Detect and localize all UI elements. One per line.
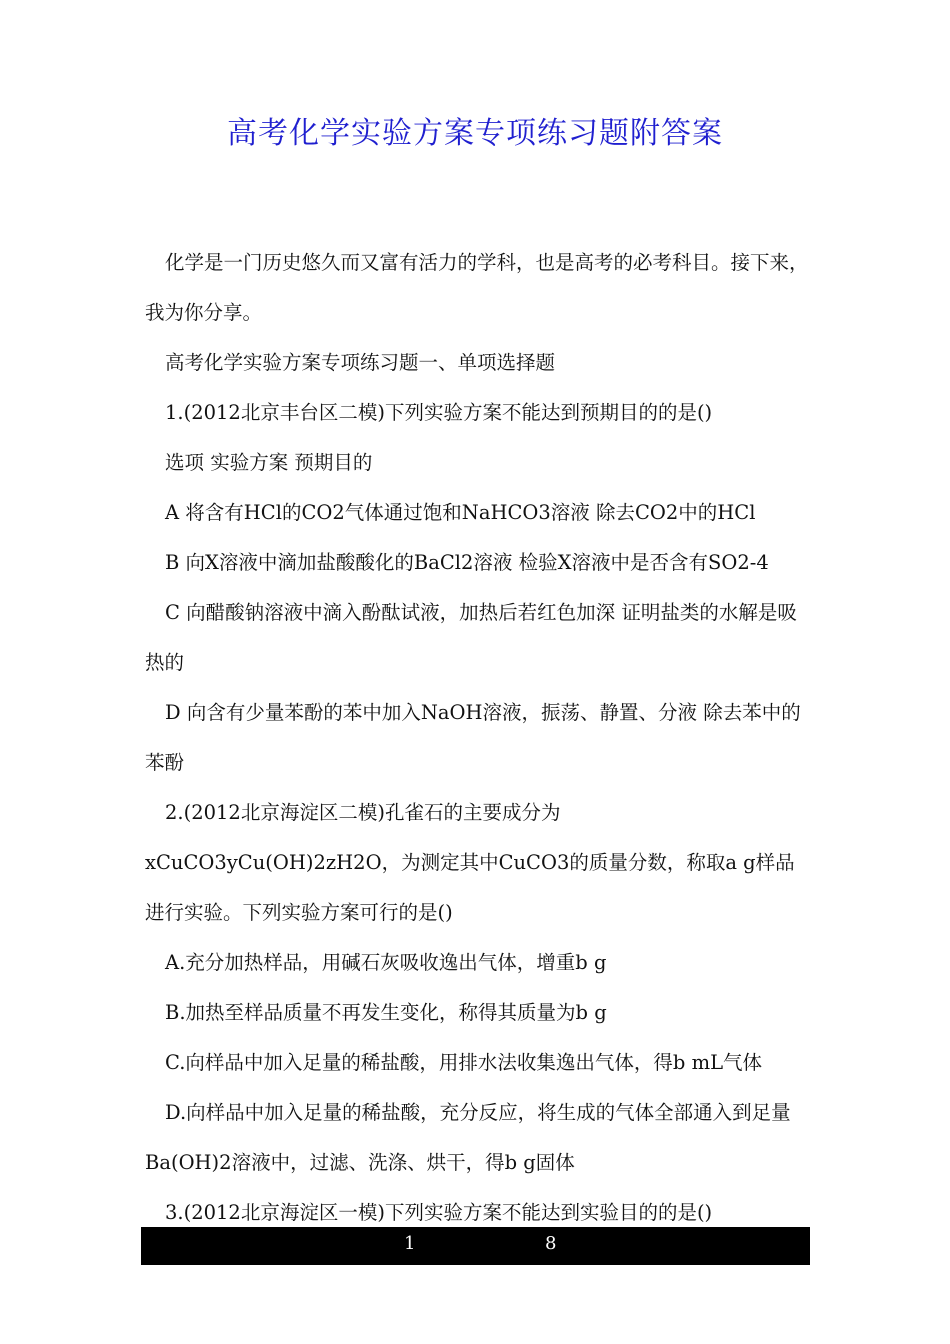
paragraph-intro: 化学是一门历史悠久而又富有活力的学科，也是高考的必考科目。接下来，我为你分享。 — [145, 251, 809, 324]
paragraph-section-heading: 高考化学实验方案专项练习题一、单项选择题 — [165, 351, 556, 374]
total-pages: 8 — [545, 1233, 557, 1254]
question-2-option-c: C.向样品中加入足量的稀盐酸，用排水法收集逸出气体，得b mL气体 — [165, 1051, 763, 1074]
page-number: 1 — [404, 1233, 416, 1254]
document-body — [145, 238, 811, 1238]
question-1-option-c: C 向醋酸钠溶液中滴入酚酞试液，加热后若红色加深 证明盐类的水解是吸热的 — [145, 601, 797, 674]
question-1-table-header: 选项 实验方案 预期目的 — [165, 451, 373, 474]
question-3: 3.(2012北京海淀区一模)下列实验方案不能达到实验目的的是() — [165, 1201, 713, 1224]
question-2-option-d: D.向样品中加入足量的稀盐酸，充分反应，将生成的气体全部通入到足量Ba(OH)2溶液中，过滤、洗涤、烘干，得b g固体 — [145, 1101, 791, 1174]
question-1-option-d: D 向含有少量苯酚的苯中加入NaOH溶液，振荡、静置、分液 除去苯中的苯酚 — [145, 701, 801, 774]
question-2: 2.(2012北京海淀区二模)孔雀石的主要成分为xCuCO3yCu(OH)2zH2O，为测定其中CuCO3的质量分数，称取a g样品进行实验。下列实验方案可行的是() — [145, 801, 795, 924]
question-1-option-a: A 将含有HCl的CO2气体通过饱和NaHCO3溶液 除去CO2中的HCl — [165, 501, 756, 524]
document-title: 高考化学实验方案专项练习题附答案 — [227, 116, 723, 151]
question-1: 1.(2012北京丰台区二模)下列实验方案不能达到预期目的的是() — [165, 401, 713, 424]
page-footer — [141, 1227, 810, 1265]
question-2-option-a: A.充分加热样品，用碱石灰吸收逸出气体，增重b g — [165, 951, 607, 974]
question-1-option-b: B 向X溶液中滴加盐酸酸化的BaCl2溶液 检验X溶液中是否含有SO2-4 — [165, 551, 769, 574]
question-2-option-b: B.加热至样品质量不再发生变化，称得其质量为b g — [165, 1001, 607, 1024]
